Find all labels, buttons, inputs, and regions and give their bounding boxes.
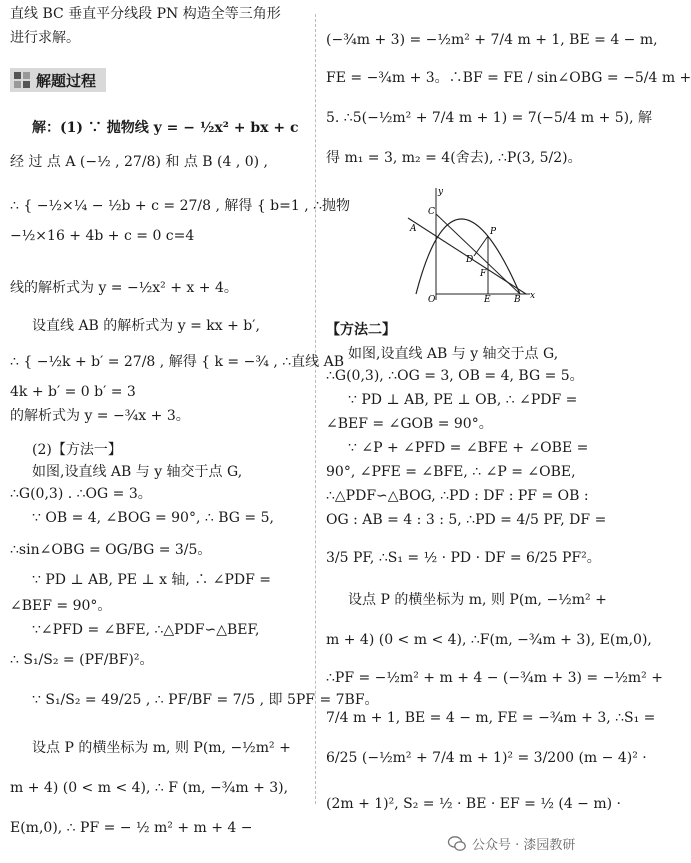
parabola-figure xyxy=(400,184,536,304)
watermark-text: 公众号 · 漆园教研 xyxy=(472,838,576,853)
method-two-header: 【方法二】 xyxy=(326,322,396,338)
text-line: 设点 P 的横坐标为 m, 则 P(m, −½m² + xyxy=(32,740,291,756)
text-line: ∴ S₁/S₂ = (PF/BF)²。 xyxy=(10,652,154,668)
text-line: ∵ PD ⊥ AB, PE ⊥ x 轴, ∴ ∠PDF = xyxy=(32,572,272,588)
text-line: 的解析式为 y = −¾x + 3。 xyxy=(10,408,190,424)
label-d: D xyxy=(466,255,474,265)
text-line: 如图,设直线 AB 与 y 轴交于点 G, xyxy=(348,346,559,362)
text-line: ∵ PD ⊥ AB, PE ⊥ OB, ∴ ∠PDF = xyxy=(348,392,578,408)
label-p: P xyxy=(490,227,497,237)
text-line: ∴△PDF∽△BOG, ∴PD : DF : PF = OB : xyxy=(326,488,589,504)
text-line: ∴PF = −½m² + m + 4 − (−¾m + 3) = −½m² + xyxy=(326,670,663,686)
label-c: C xyxy=(428,207,435,217)
text-line: m + 4) (0 < m < 4), ∴F(m, −¾m + 3), E(m,0), xyxy=(326,632,652,648)
label-b: B xyxy=(514,295,521,305)
text-line: 经 过 点 A (−½ , 27/8) 和 点 B (4 , 0) , xyxy=(10,154,269,170)
text-line: OG : AB = 4 : 3 : 5, ∴PD = 4/5 PF, DF = xyxy=(326,512,607,528)
text-line: E(m,0), ∴ PF = − ½ m² + m + 4 − xyxy=(10,820,253,836)
text-line: 5. ∴5(−½m² + 7/4 m + 1) = 7(−5/4 m + 5), 解 xyxy=(326,110,653,126)
text-line: ∵ S₁/S₂ = 49/25 , ∴ PF/BF = 7/5 , 即 5PF = 7BF。 xyxy=(32,692,379,708)
right-column xyxy=(326,0,691,863)
text-line: 直线 BC 垂直平分线段 PN 构造全等三角形 xyxy=(10,6,281,22)
text-line: m + 4) (0 < m < 4), ∴ F (m, −¾m + 3), xyxy=(10,780,289,796)
method-one-header: (2)【方法一】 xyxy=(32,442,122,458)
text-line: ∵∠PFD = ∠BFE, ∴△PDF∽△BEF, xyxy=(32,622,260,638)
label-x: x xyxy=(530,291,536,301)
label-f: F xyxy=(480,269,487,279)
text-line: 得 m₁ = 3, m₂ = 4(舍去), ∴P(3, 5/2)。 xyxy=(326,150,582,166)
text-line: ∵ ∠P + ∠PFD = ∠BFE + ∠OBE = xyxy=(348,440,589,456)
text-line: ∠BEF = ∠GOB = 90°。 xyxy=(326,416,493,432)
section-title-badge xyxy=(10,68,106,92)
text-line: FE = −¾m + 3。∴BF = FE / sin∠OBG = −5/4 m + xyxy=(326,70,691,86)
label-y: y xyxy=(438,187,444,197)
text-line: 3/5 PF, ∴S₁ = ½ · PD · DF = 6/25 PF²。 xyxy=(326,550,601,566)
text-line: 如图,设直线 AB 与 y 轴交于点 G, xyxy=(32,464,243,480)
text-line: (−¾m + 3) = −½m² + 7/4 m + 1, BE = 4 − m, xyxy=(326,32,658,48)
text-line: ∵ OB = 4, ∠BOG = 90°, ∴ BG = 5, xyxy=(32,510,274,526)
label-o: O xyxy=(428,295,436,305)
label-e: E xyxy=(484,295,491,305)
segment-pd xyxy=(474,236,488,256)
wechat-icon xyxy=(448,836,466,852)
section-title: 解题过程 xyxy=(36,71,97,90)
wechat-watermark xyxy=(448,834,575,853)
text-line: ∴sin∠OBG = OG/BG = 3/5。 xyxy=(10,542,212,558)
text-line: 6/25 (−½m² + 7/4 m + 1)² = 3/200 (m − 4)² · xyxy=(326,750,647,766)
text-line: ∴G(0,3) . ∴OG = 3。 xyxy=(10,486,152,502)
equation-system-2: ∴ { −½k + b′ = 27/8 , 解得 { k = −¾ , ∴直线 AB xyxy=(10,354,345,370)
equation-system-1-row2: −½×16 + 4b + c = 0 c=4 xyxy=(10,228,195,244)
section-grid-icon xyxy=(14,72,30,88)
label-a: A xyxy=(410,224,417,234)
solution-part1-header: 解：(1) ∵ 抛物线 y = − ½x² + bx + c xyxy=(32,120,299,136)
text-line: 设点 P 的横坐标为 m, 则 P(m, −½m² + xyxy=(348,592,607,608)
equation-system-1: ∴ { −½×¼ − ½b + c = 27/8 , 解得 { b=1 , ∴抛物 xyxy=(10,198,351,214)
equation-system-2-row2: 4k + b′ = 0 b′ = 3 xyxy=(10,384,136,400)
text-line: 90°, ∠PFE = ∠BFE, ∴ ∠P = ∠OBE, xyxy=(326,464,576,480)
text-line: ∠BEF = 90°。 xyxy=(10,598,112,614)
column-divider xyxy=(315,14,316,804)
text-line: 设直线 AB 的解析式为 y = kx + b′, xyxy=(32,318,260,334)
text-line: 进行求解。 xyxy=(10,30,80,46)
text-line: ∴G(0,3), ∴OG = 3, OB = 4, BG = 5。 xyxy=(326,368,584,384)
text-line: 7/4 m + 1, BE = 4 − m, FE = −¾m + 3, ∴S₁ = xyxy=(326,710,656,726)
text-line: (2m + 1)², S₂ = ½ · BE · EF = ½ (4 − m) · xyxy=(326,796,621,812)
text-line: 线的解析式为 y = −½x² + x + 4。 xyxy=(10,280,238,296)
